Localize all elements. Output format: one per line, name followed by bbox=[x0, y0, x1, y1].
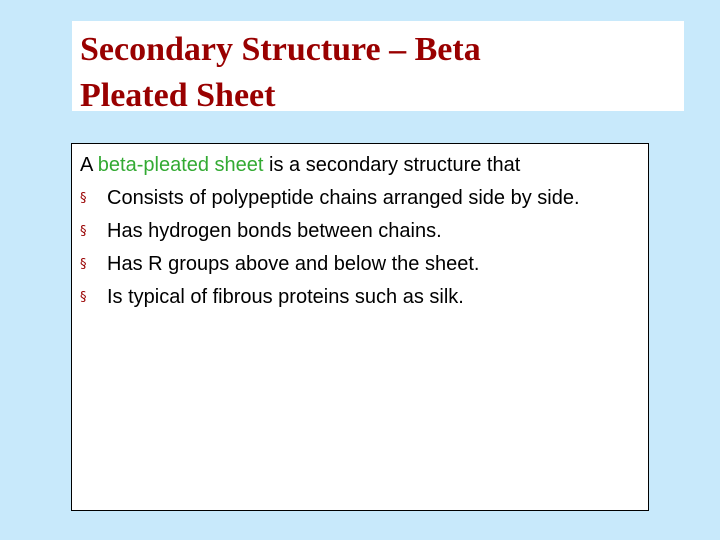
bullet-marker-icon: § bbox=[80, 224, 87, 239]
content-box bbox=[71, 143, 649, 511]
intro-highlight-term: beta-pleated sheet bbox=[97, 154, 264, 176]
bullet-text: Has hydrogen bonds between chains. bbox=[107, 220, 442, 242]
bullet-item bbox=[80, 215, 648, 248]
bullet-item bbox=[80, 248, 648, 281]
intro-sentence bbox=[80, 149, 648, 182]
intro-prefix: A bbox=[80, 154, 98, 176]
bullet-marker-icon: § bbox=[80, 257, 87, 272]
bullet-item bbox=[80, 281, 648, 314]
slide-title-line-2: Pleated Sheet bbox=[80, 77, 276, 114]
bullet-item bbox=[80, 182, 648, 215]
bullet-text: Is typical of fibrous proteins such as silk. bbox=[107, 286, 464, 308]
bullet-text: Has R groups above and below the sheet. bbox=[107, 253, 480, 275]
intro-suffix: is a secondary structure that bbox=[263, 154, 521, 176]
bullet-text: Consists of polypeptide chains arranged side by side. bbox=[107, 187, 580, 209]
slide-title-line-1: Secondary Structure – Beta bbox=[80, 31, 481, 68]
bullet-list bbox=[80, 182, 648, 314]
title-box bbox=[72, 21, 684, 114]
bullet-marker-icon: § bbox=[80, 191, 87, 206]
bullet-marker-icon: § bbox=[80, 290, 87, 305]
